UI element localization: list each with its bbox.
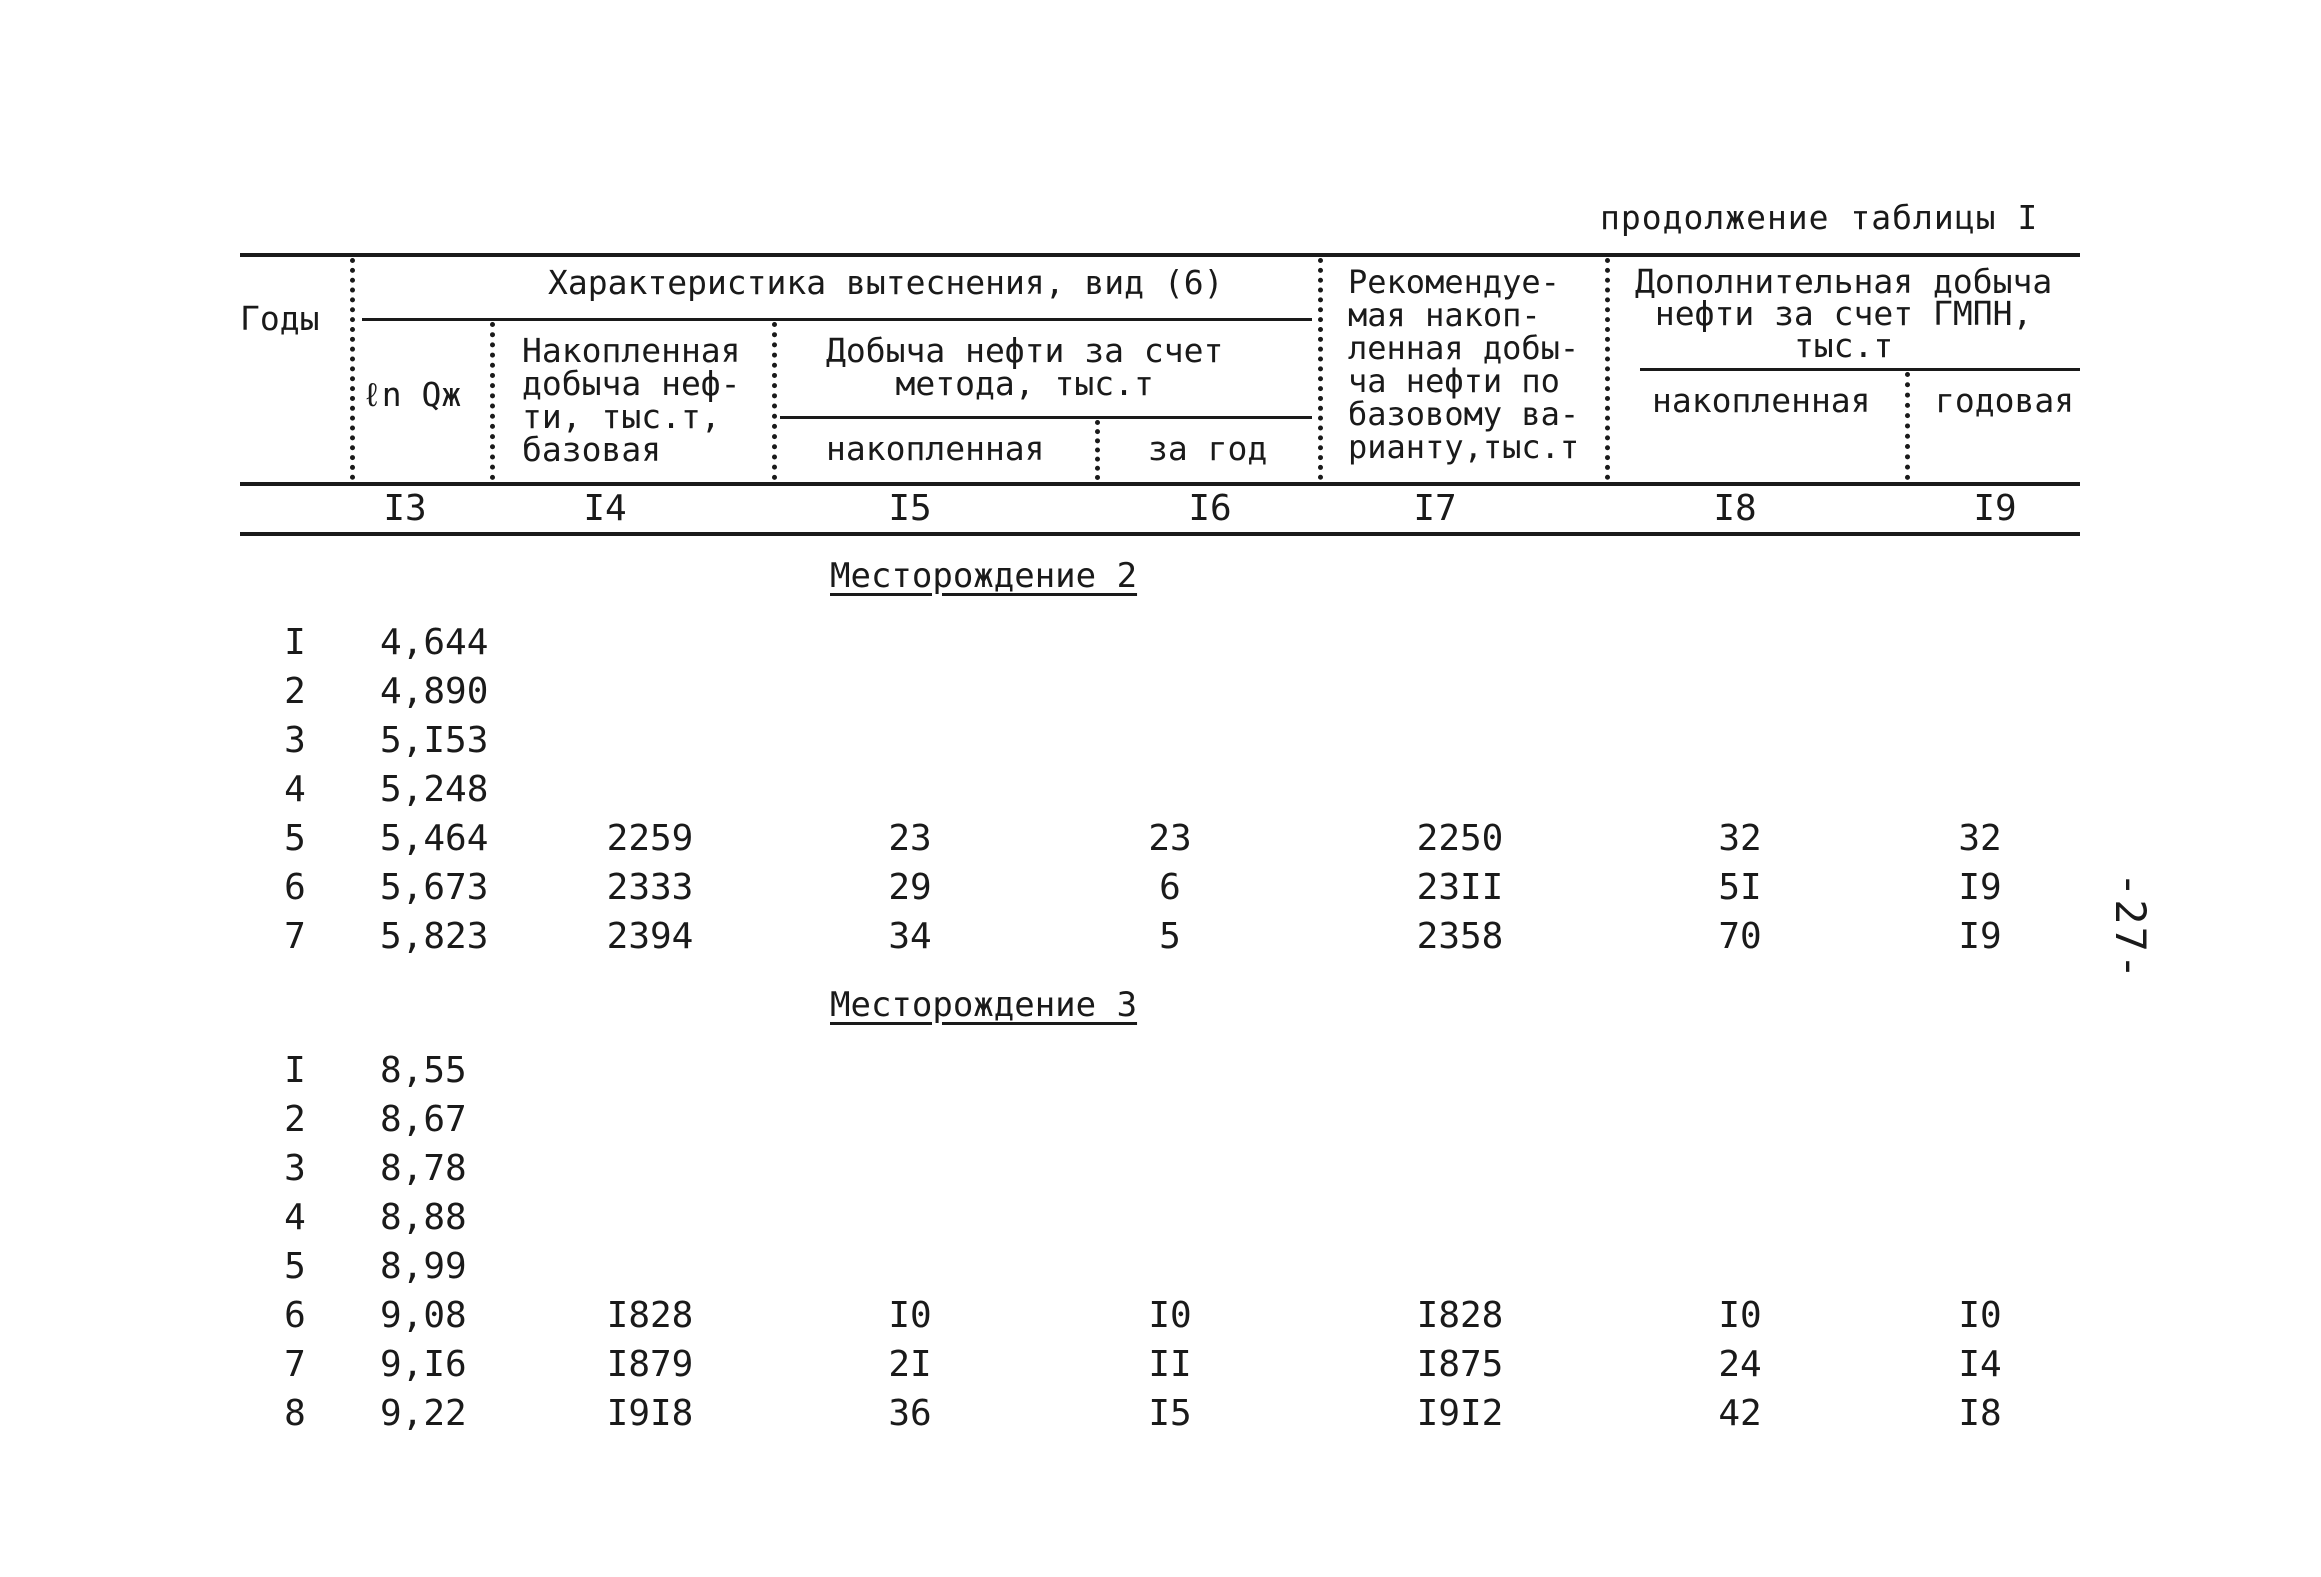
table-row — [0, 1393, 2321, 1442]
cell-19: I9 — [1958, 867, 2002, 908]
header-col15: накопленная — [826, 429, 1045, 468]
cell-15: 23 — [888, 818, 932, 859]
table-row — [0, 622, 2321, 671]
cell-16: I0 — [1148, 1295, 1192, 1336]
table-row — [0, 1295, 2321, 1344]
cell-16: 5 — [1159, 916, 1181, 957]
cell-14: I879 — [606, 1344, 694, 1385]
header-col13: ℓn Qж — [362, 375, 462, 414]
cell-13: 5,I53 — [380, 720, 489, 761]
separator-18 — [1905, 372, 1910, 480]
column-number-18: I8 — [1713, 488, 1757, 529]
separator-14 — [772, 322, 777, 480]
cell-13: 8,88 — [380, 1197, 467, 1238]
cell-year: 6 — [284, 1295, 306, 1336]
cell-year: 8 — [284, 1393, 306, 1434]
cell-17: 2358 — [1416, 916, 1504, 957]
cell-14: 2333 — [606, 867, 694, 908]
cell-16: 23 — [1148, 818, 1192, 859]
table-row — [0, 818, 2321, 867]
cell-13: 5,673 — [380, 867, 489, 908]
cell-18: 32 — [1718, 818, 1762, 859]
column-number-rule — [240, 532, 2080, 536]
header-bottom-rule — [240, 482, 2080, 486]
cell-year: 6 — [284, 867, 306, 908]
method-rule — [780, 416, 1312, 419]
cell-year: I — [284, 1050, 306, 1091]
column-number-16: I6 — [1188, 488, 1232, 529]
cell-year: 4 — [284, 1197, 306, 1238]
cell-year: 7 — [284, 916, 306, 957]
table-row — [0, 1099, 2321, 1148]
header-col17: Рекомендуе- мая накоп- ленная добы- ча нефти по базовому ва- рианту,тыс.т — [1348, 263, 1580, 466]
table-row — [0, 1197, 2321, 1246]
separator-16 — [1318, 258, 1323, 480]
separator-years — [350, 258, 355, 480]
table-top-rule — [240, 253, 2080, 257]
cell-year: 4 — [284, 769, 306, 810]
page-number: -27- — [2106, 872, 2155, 982]
cell-year: 5 — [284, 818, 306, 859]
section-title: Месторождение 3 — [830, 985, 1138, 1025]
table-row — [0, 916, 2321, 965]
cell-15: 36 — [888, 1393, 932, 1434]
cell-13: 5,248 — [380, 769, 489, 810]
header-col14: Накопленная добыча неф- ти, тыс.т, базовая — [522, 331, 741, 469]
cell-13: 8,78 — [380, 1148, 467, 1189]
cell-18: 70 — [1718, 916, 1762, 957]
cell-14: 2259 — [606, 818, 694, 859]
cell-17: I828 — [1416, 1295, 1504, 1336]
cell-18: I0 — [1718, 1295, 1762, 1336]
cell-year: 2 — [284, 1099, 306, 1140]
group-rule — [362, 318, 1312, 321]
column-number-17: I7 — [1413, 488, 1457, 529]
header-col16: за год — [1148, 429, 1268, 468]
separator-13 — [490, 322, 495, 480]
table-row — [0, 1246, 2321, 1295]
cell-year: 7 — [284, 1344, 306, 1385]
cell-year: 3 — [284, 1148, 306, 1189]
cell-13: 9,22 — [380, 1393, 467, 1434]
header-method-title: Добыча нефти за счет метода, тыс.т — [826, 331, 1224, 403]
cell-13: 9,I6 — [380, 1344, 467, 1385]
table-row — [0, 1344, 2321, 1393]
table-caption: продолжение таблицы I — [1600, 198, 2039, 237]
cell-15: 2I — [888, 1344, 932, 1385]
column-number-14: I4 — [583, 488, 627, 529]
cell-19: I8 — [1958, 1393, 2002, 1434]
cell-13: 4,644 — [380, 622, 489, 663]
column-number-19: I9 — [1973, 488, 2017, 529]
table-row — [0, 1148, 2321, 1197]
cell-16: I5 — [1148, 1393, 1192, 1434]
separator-17 — [1605, 258, 1610, 480]
cell-16: 6 — [1159, 867, 1181, 908]
cell-17: 2250 — [1416, 818, 1504, 859]
cell-15: 34 — [888, 916, 932, 957]
cell-13: 8,55 — [380, 1050, 467, 1091]
cell-13: 5,464 — [380, 818, 489, 859]
cell-17: I875 — [1416, 1344, 1504, 1385]
table-row — [0, 867, 2321, 916]
cell-18: 24 — [1718, 1344, 1762, 1385]
cell-13: 4,890 — [380, 671, 489, 712]
cell-19: I0 — [1958, 1295, 2002, 1336]
cell-year: 5 — [284, 1246, 306, 1287]
header-col19: годовая — [1935, 381, 2075, 420]
cell-13: 8,67 — [380, 1099, 467, 1140]
table-row — [0, 720, 2321, 769]
cell-17: I9I2 — [1416, 1393, 1504, 1434]
cell-18: 42 — [1718, 1393, 1762, 1434]
header-extra-title: Дополнительная добыча нефти за счет ГМПН, тыс.т — [1635, 262, 2053, 365]
cell-year: I — [284, 622, 306, 663]
header-years: Годы — [240, 299, 320, 338]
column-number-13: I3 — [383, 488, 427, 529]
cell-14: I828 — [606, 1295, 694, 1336]
extra-rule — [1640, 368, 2080, 371]
cell-16: II — [1148, 1344, 1192, 1385]
header-group-title: Характеристика вытеснения, вид (6) — [548, 263, 1224, 302]
table-row — [0, 1050, 2321, 1099]
cell-18: 5I — [1718, 867, 1762, 908]
separator-15 — [1095, 420, 1100, 480]
column-number-15: I5 — [888, 488, 932, 529]
table-row — [0, 671, 2321, 720]
cell-19: 32 — [1958, 818, 2002, 859]
cell-17: 23II — [1416, 867, 1504, 908]
cell-13: 9,08 — [380, 1295, 467, 1336]
cell-13: 8,99 — [380, 1246, 467, 1287]
cell-year: 3 — [284, 720, 306, 761]
header-col18: накопленная — [1652, 381, 1871, 420]
table-row — [0, 769, 2321, 818]
cell-15: 29 — [888, 867, 932, 908]
cell-15: I0 — [888, 1295, 932, 1336]
cell-19: I9 — [1958, 916, 2002, 957]
cell-19: I4 — [1958, 1344, 2002, 1385]
cell-year: 2 — [284, 671, 306, 712]
cell-14: 2394 — [606, 916, 694, 957]
section-title: Месторождение 2 — [830, 556, 1138, 596]
cell-13: 5,823 — [380, 916, 489, 957]
cell-14: I9I8 — [606, 1393, 694, 1434]
